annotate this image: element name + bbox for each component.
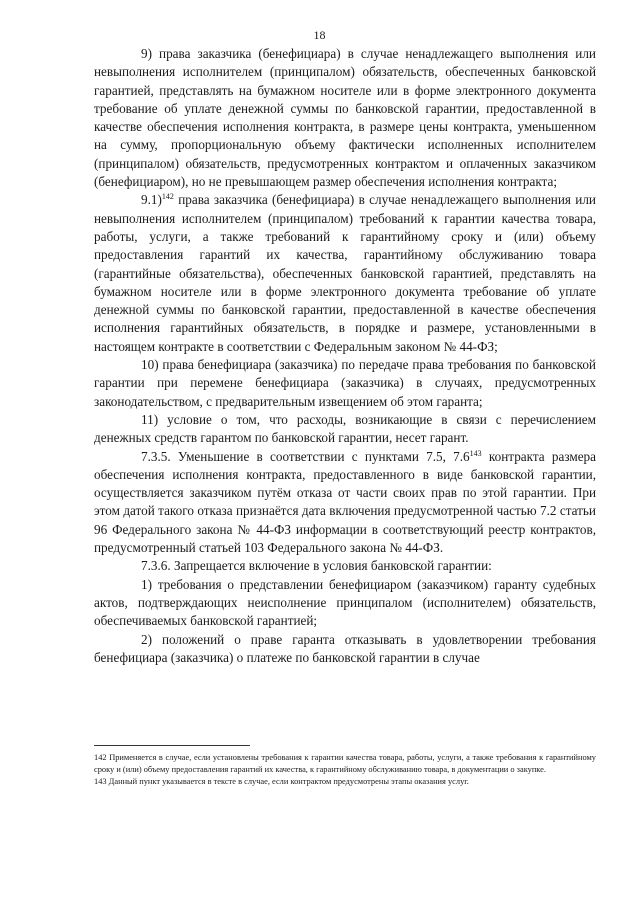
footnotes [94,752,596,788]
footnote-142: 142 Применяется в случае, если установлены требования к гарантии качества товара, работы, услуги, а также требования к гарантийному сроку и (или) объему предоставления гарантий их качества, к гарантийному обслуживанию товара, в документации о закупке. [94,753,596,774]
paragraph-lead: 7.3.5. Уменьшение в соответствии с пунктами 7.5, 7.6 [141,448,470,464]
paragraph-lead: 9.1) [141,192,162,208]
paragraph-item-9: 9) права заказчика (бенефициара) в случае ненадлежащего выполнения или невыполнения исполнителем (принципалом) обязательств, обеспеченных банковской гарантией, представлять на бумажном носителе или в форме электронного документа требование об уплате денежной суммы по банковской гарантии, предоставленной в качестве обеспечения исполнения контракта, в размере цены контракта, уменьшенном на сумму, пропорциональную объему фактически исполненных исполнителем (принципалом) обязательств, предусмотренных контрактом и оплаченных заказчиком (бенефициаром), но не превышающем размер обеспечения исполнения контракта; [94,46,596,190]
paragraph-clause-7-3-6: 7.3.6. Запрещается включение в условия банковской гарантии: [141,558,492,574]
paragraph-item-10: 10) права бенефициара (заказчика) по передаче права требования по банковской гарантии при перемене бенефициара (заказчика) в случаях, предусмотренных законодательством, с предварительным извещением об этом гаранта; [94,357,596,409]
paragraph-item-11: 11) условие о том, что расходы, возникающие в связи с перечислением денежных средств гарантом по банковской гарантии, несет гарант. [94,411,596,446]
footnote-143: 143 Данный пункт указывается в тексте в случае, если контрактом предусмотрены этапы оказания услуг. [94,776,469,786]
paragraph-text: права заказчика (бенефициара) в случае ненадлежащего выполнения или невыполнения исполнителем (принципалом) требований к гарантии качества товара, работы, услуги, а также требований к гарантийному сроку и (или) объему предоставления гарантий их качества, гарантийному обслуживанию товара (гарантийные обязательства), обеспеченных банковской гарантией, представлять на бумажном носителе или в форме электронного документа требование об уплате денежной суммы по банковской гарантии, предоставленной в качестве обеспечения исполнения гарантийных обязательств, в порядке и размере, установленными в настоящем контракте в соответствии с Федеральным законом № 44-ФЗ; [94,192,596,354]
paragraph-sub-1: 1) требования о представлении бенефициаром (заказчиком) гаранту судебных актов, подтверждающих неисполнение принципалом (исполнителем) обязательств, обеспечиваемых банковской гарантией; [94,576,596,629]
paragraph-clause-7-3-5 [94,448,596,558]
footnote-ref-142[interactable]: 142 [161,192,174,202]
footnote-separator [94,745,250,746]
paragraph-text: контракта размера обеспечения исполнения контракта, предоставленного в виде банковской гарантии, осуществляется заказчиком путём отказа от части своих прав по этой гарантии. При этом датой такого отказа признаётся дата включения предусмотренной частью 7.2 статьи 96 Федерального закона № 44-ФЗ информации в соответствующий реестр контрактов, предусмотренный статьей 103 Федерального закона № 44-ФЗ. [94,448,596,556]
paragraph-item-9-1 [94,191,596,356]
document-body [94,45,596,667]
paragraph-sub-2: 2) положений о праве гаранта отказывать в удовлетворении требования бенефициара (заказчика) о платеже по банковской гарантии в случае [94,631,596,665]
page-number: 18 [313,28,326,42]
footnote-ref-143[interactable]: 143 [469,448,482,458]
